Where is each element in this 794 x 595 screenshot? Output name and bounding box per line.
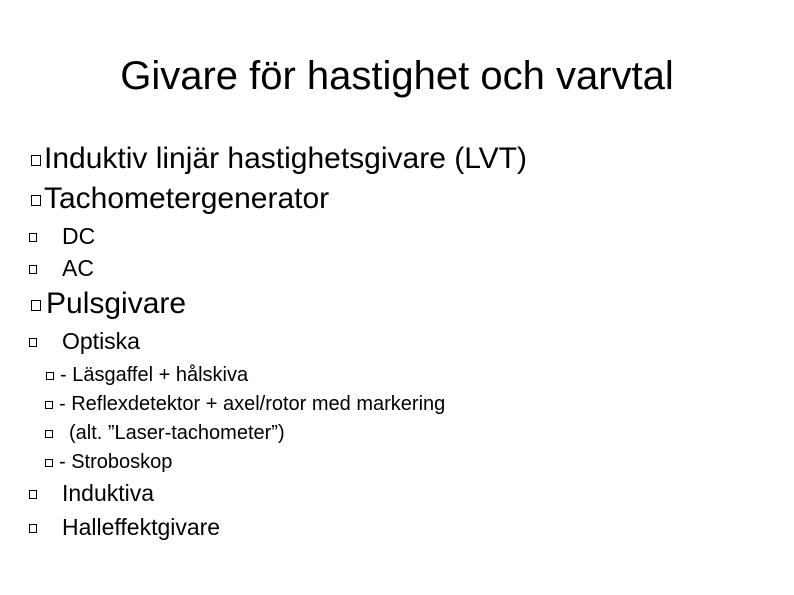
bullet-text: Tachometergenerator xyxy=(44,182,330,215)
bullet-box-icon xyxy=(31,300,41,311)
bullet-item xyxy=(59,450,172,474)
bullet-text: - Stroboskop xyxy=(59,451,173,473)
bullet-box-icon xyxy=(46,372,54,380)
bullet-item xyxy=(32,287,187,321)
bullet-box-icon xyxy=(31,195,41,206)
bullet-box-icon xyxy=(29,524,37,533)
bullet-text: DC xyxy=(62,223,96,249)
bullet-item xyxy=(59,392,445,416)
bullet-text: Induktiva xyxy=(62,480,155,506)
bullet-item xyxy=(32,327,140,355)
bullet-text: Halleffektgivare xyxy=(62,514,221,540)
bullet-item xyxy=(69,421,285,445)
bullet-text: AC xyxy=(62,255,94,281)
bullet-box-icon xyxy=(29,233,37,242)
bullet-box-icon xyxy=(45,430,53,438)
bullet-text: Optiska xyxy=(62,328,140,354)
bullet-box-icon xyxy=(45,401,53,409)
slide-title: Givare för hastighet och varvtal xyxy=(120,54,674,98)
bullet-text: Pulsgivare xyxy=(46,287,187,320)
bullet-box-icon xyxy=(29,490,37,499)
bullet-item xyxy=(32,513,221,541)
bullet-item xyxy=(32,142,527,176)
bullet-item xyxy=(32,254,94,282)
bullet-text: Induktiv linjär hastighetsgivare (LVT) xyxy=(44,142,527,175)
bullet-box-icon xyxy=(45,459,53,467)
bullet-item xyxy=(32,222,96,250)
bullet-item xyxy=(32,479,155,507)
bullet-box-icon xyxy=(31,155,41,166)
bullet-item xyxy=(32,182,330,216)
bullet-item xyxy=(60,363,248,387)
bullet-text: - Reflexdetektor + axel/rotor med markering xyxy=(59,393,446,415)
bullet-text: (alt. ”Laser-tachometer”) xyxy=(69,422,285,444)
bullet-box-icon xyxy=(29,265,37,274)
bullet-text: - Läsgaffel + hålskiva xyxy=(60,364,249,386)
bullet-box-icon xyxy=(29,338,37,347)
